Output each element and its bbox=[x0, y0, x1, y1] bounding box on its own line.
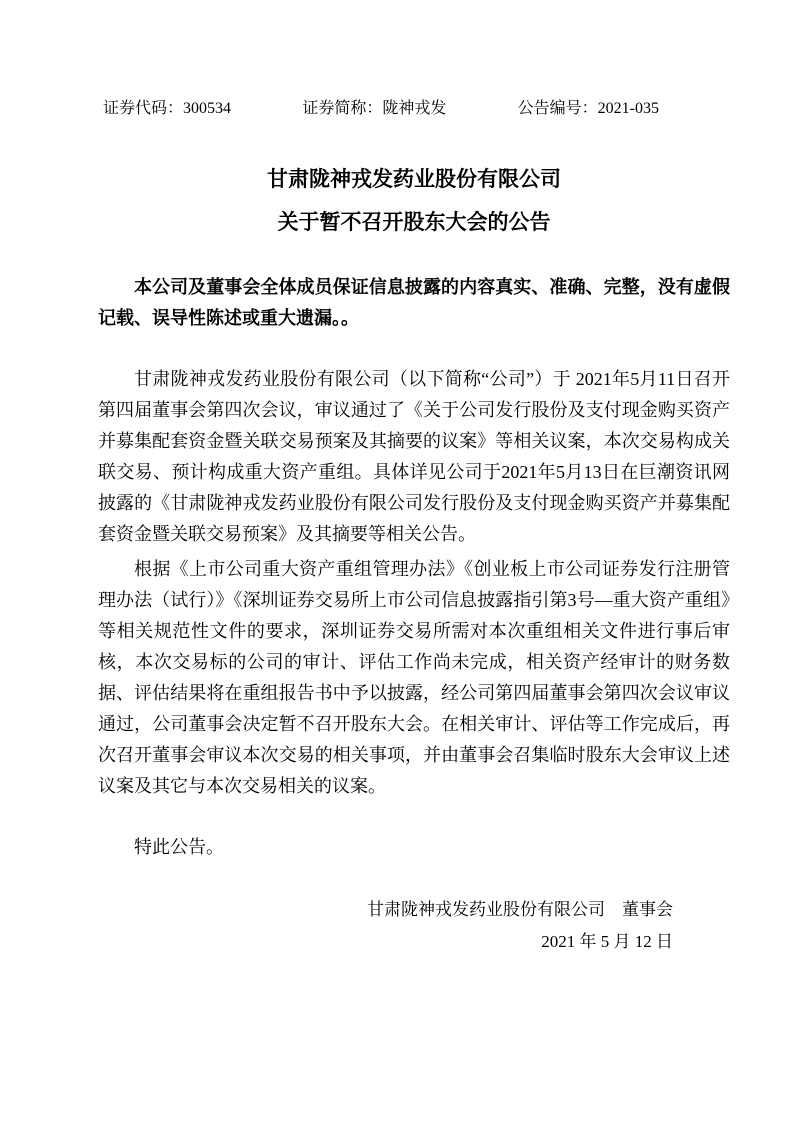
company-name-title: 甘肃陇神戎发药业股份有限公司 bbox=[267, 167, 561, 191]
stock-short-name: 证券简称：陇神戎发 bbox=[302, 100, 447, 117]
board-statement: 本公司及董事会全体成员保证信息披露的内容真实、准确、完整，没有虚假记载、误导性陈述或重大遗漏。。 bbox=[98, 277, 730, 328]
stock-code: 证券代码：300534 bbox=[103, 100, 232, 117]
securities-header-row bbox=[103, 98, 659, 120]
signature-company: 甘肃陇神戎发药业股份有限公司 董事会 bbox=[367, 900, 673, 919]
closing-line: 特此公告。 bbox=[134, 837, 224, 857]
document-title bbox=[98, 158, 730, 244]
body-paragraph-2: 根据《上市公司重大资产重组管理办法》《创业板上市公司证券发行注册管理办法（试行）》《深圳证券交易所上市公司信息披露指引第3号—重大资产重组》等相关规范性文件的要求，深圳证券交易所需对本次重组相关文件进行事后审核，本次交易标的公司的审计、评估工作尚未完成，相关资产经审计的财务数据、评估结果将在重组报告书中予以披露，经公司第四届董事会第四次会议审议通过，公司董事会决定暂不召开股东大会。在相关审计、评估等工作完成后，再次召开董事会审议本次交易的相关事项，并由董事会召集临时股东大会审议上述议案及其它与本次交易相关的议案。 bbox=[98, 559, 730, 796]
announcement-number: 公告编号：2021-035 bbox=[517, 100, 659, 117]
body-paragraph-1: 甘肃陇神戎发药业股份有限公司（以下简称“公司”）于 2021年5月11日召开第四届董事会第四次会议，审议通过了《关于公司发行股份及支付现金购买资产并募集配套资金暨关联交易预案及其摘要的议案》等相关议案，本次交易构成关联交易、预计构成重大资产重组。具体详见公司于2021年5月13日在巨潮资讯网披露的《甘肃陇神戎发药业股份有限公司发行股份及支付现金购买资产并募集配套资金暨关联交易预案》及其摘要等相关公告。 bbox=[98, 369, 730, 544]
announcement-subject-title: 关于暂不召开股东大会的公告 bbox=[277, 210, 551, 234]
signature-block bbox=[98, 894, 730, 958]
signature-date: 2021 年 5 月 12 日 bbox=[541, 932, 673, 951]
page-content bbox=[98, 0, 730, 958]
